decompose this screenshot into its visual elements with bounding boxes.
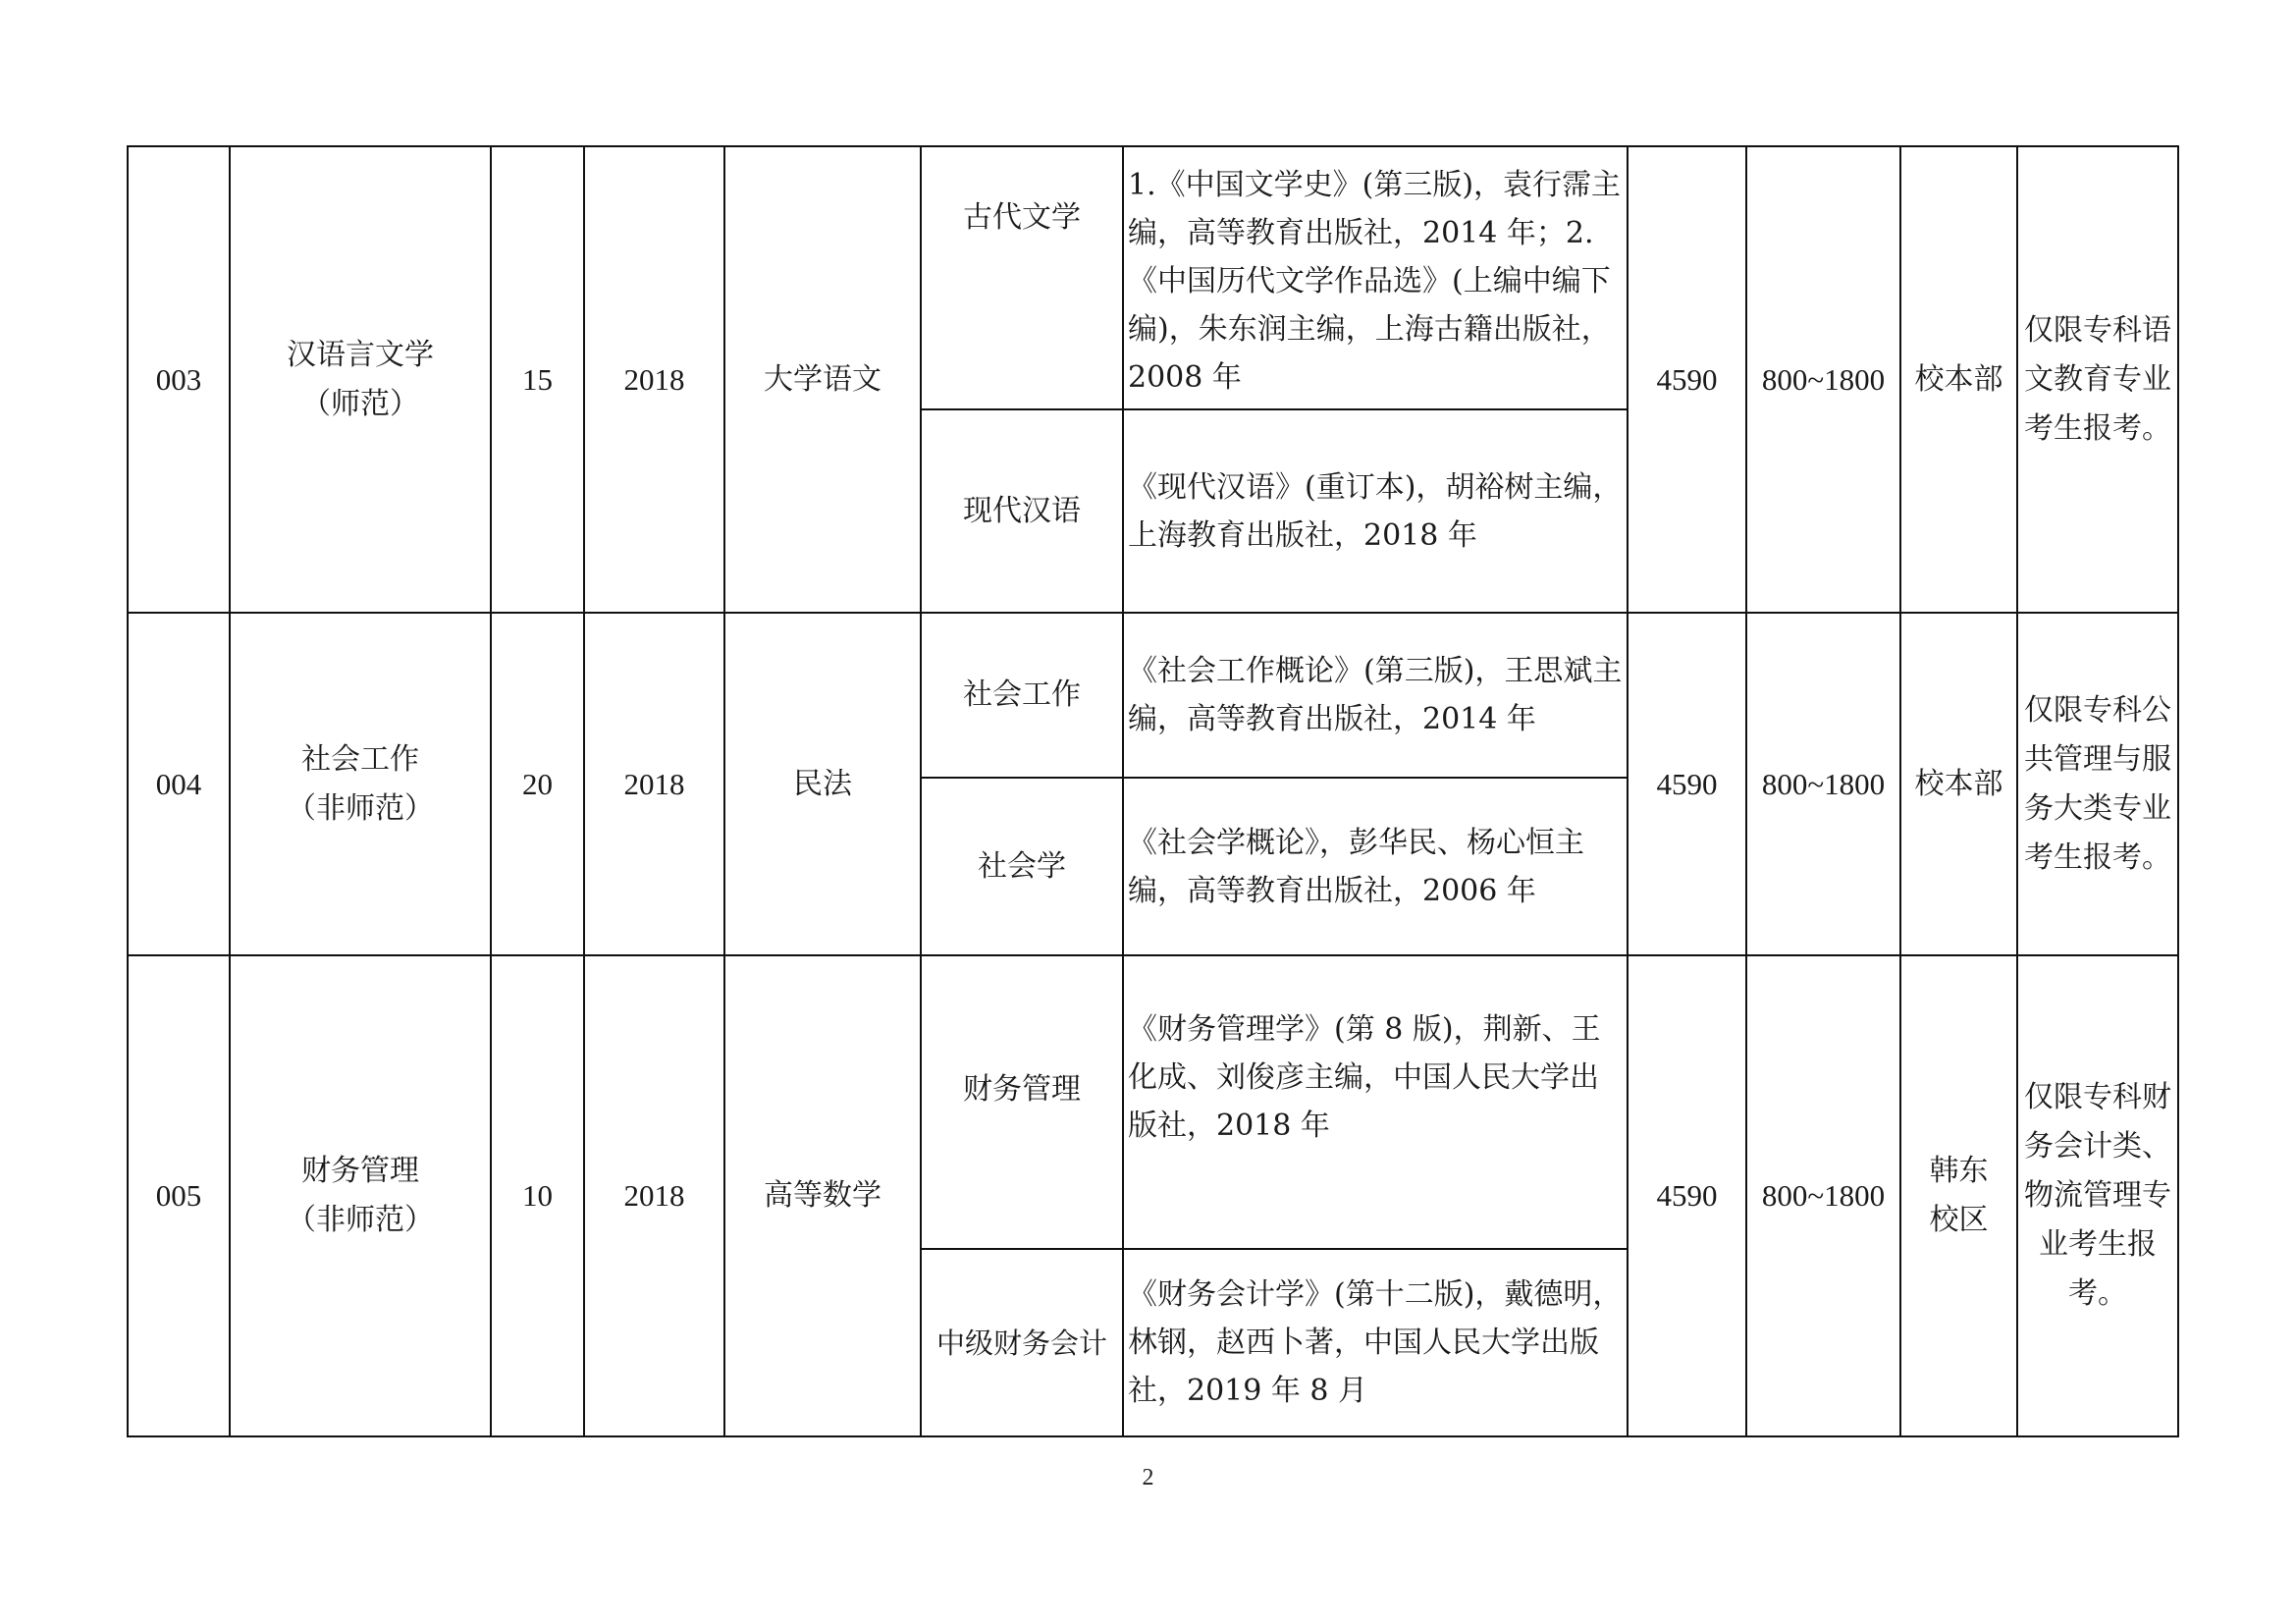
subject: 高等数学 [724, 955, 921, 1436]
campus: 韩东校区 [1900, 955, 2017, 1436]
subject: 大学语文 [724, 146, 921, 613]
enrollment-quota: 20 [491, 613, 584, 955]
subject: 民法 [724, 613, 921, 955]
exam-subject: 现代汉语 [921, 409, 1123, 613]
campus: 校本部 [1900, 146, 2017, 613]
table-row [128, 146, 2178, 409]
reference-book: 《社会学概论》，彭华民、杨心恒主编，高等教育出版社，2006 年 [1123, 778, 1628, 955]
major-code: 003 [128, 146, 230, 613]
campus: 校本部 [1900, 613, 2017, 955]
exam-subject: 社会工作 [921, 613, 1123, 778]
major-type: （非师范） [287, 1203, 434, 1237]
table-row [128, 613, 2178, 778]
reference-book: 《社会工作概论》(第三版)，王思斌主编，高等教育出版社，2014 年 [1123, 613, 1628, 778]
fee-range: 800~1800 [1746, 955, 1900, 1436]
major-name-cell [230, 955, 491, 1436]
enrollment-quota: 10 [491, 955, 584, 1436]
remark: 仅限专科财务会计类、物流管理专业考生报考。 [2017, 955, 2178, 1436]
major-name: 财务管理 [301, 1154, 419, 1188]
exam-subject: 中级财务会计 [921, 1249, 1123, 1436]
major-code: 004 [128, 613, 230, 955]
year: 2018 [584, 955, 724, 1436]
major-code: 005 [128, 955, 230, 1436]
tuition-fee: 4590 [1628, 955, 1746, 1436]
tuition-fee: 4590 [1628, 146, 1746, 613]
major-type: （师范） [301, 386, 419, 421]
exam-subject: 古代文学 [921, 146, 1123, 409]
major-name-cell [230, 613, 491, 955]
exam-subject: 财务管理 [921, 955, 1123, 1249]
enrollment-quota: 15 [491, 146, 584, 613]
fee-range: 800~1800 [1746, 613, 1900, 955]
year: 2018 [584, 146, 724, 613]
year: 2018 [584, 613, 724, 955]
enrollment-table [127, 145, 2179, 1437]
major-name: 社会工作 [301, 741, 419, 777]
exam-subject: 社会学 [921, 778, 1123, 955]
page-number: 2 [1142, 1465, 1154, 1490]
reference-book: 《财务管理学》(第 8 版)，荆新、王化成、刘俊彦主编，中国人民大学出版社，2018 年 [1123, 955, 1628, 1249]
reference-book: 1.《中国文学史》(第三版)，袁行霈主编，高等教育出版社，2014 年；2.《中国历代文学作品选》(上编中编下编)，朱东润主编，上海古籍出版社，2008 年 [1123, 146, 1628, 409]
remark: 仅限专科语文教育专业考生报考。 [2017, 146, 2178, 613]
reference-book: 《财务会计学》(第十二版)，戴德明，林钢，赵西卜著，中国人民大学出版社，2019 年 8 月 [1123, 1249, 1628, 1436]
table-row [128, 955, 2178, 1249]
fee-range: 800~1800 [1746, 146, 1900, 613]
tuition-fee: 4590 [1628, 613, 1746, 955]
major-name-cell [230, 146, 491, 613]
major-name: 汉语言文学 [287, 337, 434, 372]
major-type: （非师范） [287, 790, 434, 826]
remark: 仅限专科公共管理与服务大类专业考生报考。 [2017, 613, 2178, 955]
reference-book: 《现代汉语》(重订本)，胡裕树主编，上海教育出版社，2018 年 [1123, 409, 1628, 613]
